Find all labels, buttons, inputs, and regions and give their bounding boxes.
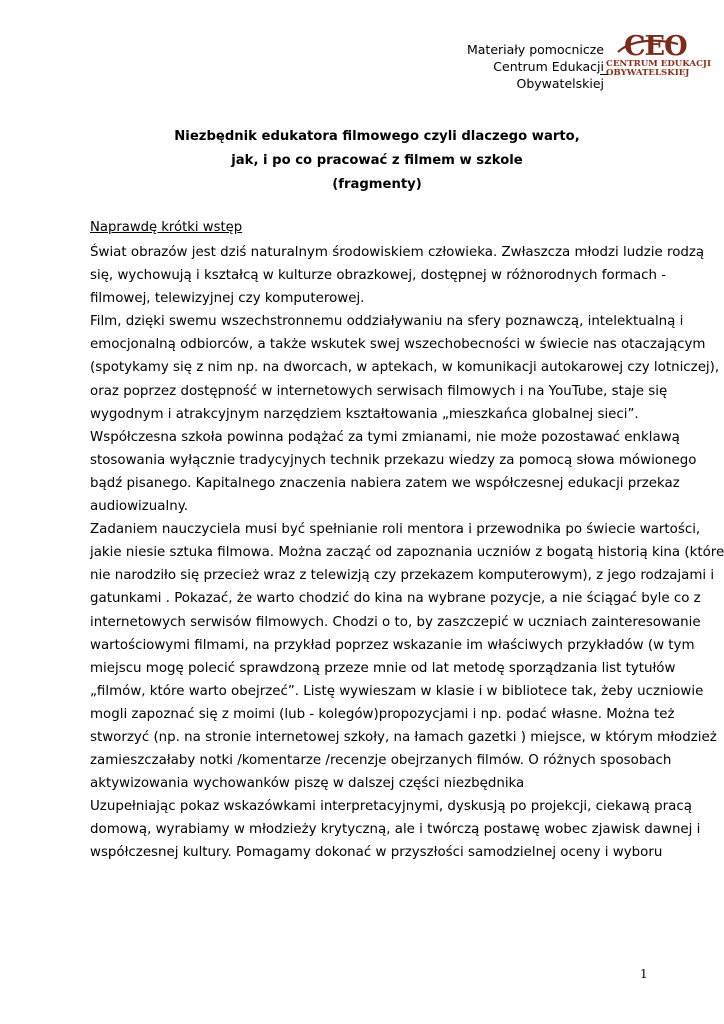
title-line-2: jak, i po co pracować z filmem w szkole xyxy=(231,153,523,168)
header-text xyxy=(420,41,604,92)
paragraph-line: mogli zapoznać się z moimi (lub - kolegów)propozycjami i np. podać własne. Można też xyxy=(90,706,675,722)
paragraph-line: filmowej, telewizyjnej czy komputerowej. xyxy=(90,291,365,307)
paragraph-line: aktywizowania wychowanków piszę w dalszej części niezbędnika xyxy=(90,776,525,792)
paragraph-line: wartościowymi filmami, na przykład poprzez wskazanie im właściwych przykładów (w tym xyxy=(90,637,695,653)
paragraph-line: jakie niesie sztuka filmowa. Można zacząć od zapoznania uczniów z bogatą historią kina (które xyxy=(90,545,724,561)
paragraph xyxy=(90,426,697,518)
paragraph xyxy=(90,518,724,795)
paragraph-line: bądź pisanego. Kapitalnego znaczenia nabiera zatem we współczesnej edukacji przekaz xyxy=(90,475,680,491)
paragraph-line: domową, wyrabiamy w młodzieży krytyczną, ale i twórczą postawę wobec zjawisk dawnej i xyxy=(90,822,701,838)
paragraph-line: się, wychowują i kształcą w kulturze obrazkowej, dostępnej w różnorodnych formach - xyxy=(90,268,667,284)
paragraph-line: audiowizualny. xyxy=(90,499,188,515)
paragraph-line: gatunkami . Pokazać, że warto chodzić do kina na wybrane pozycje, a nie ściągać byle co z xyxy=(90,591,701,607)
paragraph-line: współczesnej kultury. Pomagamy dokonać w przyszłości samodzielnej oceny i wyboru xyxy=(90,845,663,861)
paragraph-line: Współczesna szkoła powinna podążać za tymi zmianami, nie może pozostawać enklawą xyxy=(90,429,680,445)
logo-line-1: CENTRUM EDUKACJI xyxy=(606,59,711,69)
header-line-organization: Centrum Edukacji Obywatelskiej xyxy=(493,59,604,91)
paragraph-line: stosowania wyłącznie tradycyjnych technik przekazu wiedzy za pomocą słowa mówionego xyxy=(90,452,697,468)
paragraph-line: Film, dzięki swemu wszechstronnemu oddziaływaniu na sfery poznawczą, intelektualną i xyxy=(90,314,684,330)
body-text xyxy=(90,241,724,865)
paragraph-line: emocjonalną odbiorców, a także wskutek swej wszechobecności w świecie nas otaczającym xyxy=(90,337,706,353)
paragraph-line: miejscu mogę polecić sprawdzoną przeze mnie od lat metodę sporządzania list tytułów xyxy=(90,660,676,676)
paragraph-line: Uzupełniając pokaz wskazówkami interpretacyjnymi, dyskusją po projekcji, ciekawą pracą xyxy=(90,799,692,815)
paragraph xyxy=(90,795,701,864)
section-heading: Naprawdę krótki wstęp xyxy=(90,220,243,235)
header-line-materials: Materiały pomocnicze xyxy=(466,42,604,57)
paragraph-line: Zadaniem nauczyciela musi być spełnianie roli mentora i przewodnika po świecie wartości, xyxy=(90,522,701,538)
paragraph-line: oraz poprzez dostępność w internetowych serwisach filmowych i na YouTube, staje się xyxy=(90,383,668,399)
paragraph-line: nie narodziło się przecież wraz z telewizją czy przekazem komputerowym), z jego rodzajami i xyxy=(90,568,715,584)
paragraph-line: (spotykamy się z nim np. na dworcach, w aptekach, w komunikacji autokarowej czy lotniczej), xyxy=(90,360,720,376)
paragraph-line: wygodnym i atrakcyjnym narzędziem kształtowania „mieszkańca globalnej sieci”. xyxy=(90,406,639,422)
paragraph-line: internetowych serwisów filmowych. Chodzi o to, by zaszczepić w uczniach zainteresowanie xyxy=(90,614,701,630)
logo-ceo-text: CEO xyxy=(624,31,687,62)
paragraph-line: „filmów, które warto obejrzeć”. Listę wywieszam w klasie i w bibliotece tak, żeby uczniowie xyxy=(90,683,704,699)
paragraph-line: zamieszczałaby notki /komentarze /recenzje obejrzanych filmów. O różnych sposobach xyxy=(90,753,672,769)
paragraph-line: stworzyć (np. na stronie internetowej szkoły, na łamach gazetki ) miejsce, w którym młodzież xyxy=(90,729,717,745)
document-title xyxy=(90,125,664,197)
paragraph xyxy=(90,241,705,310)
page-number: 1 xyxy=(640,967,648,981)
logo-line-2: OBYWATELSKIEJ xyxy=(606,68,690,78)
paragraph-line: Świat obrazów jest dziś naturalnym środowiskiem człowieka. Zwłaszcza młodzi ludzie rodzą xyxy=(90,245,705,260)
title-line-3: (fragmenty) xyxy=(332,177,422,192)
paragraph xyxy=(90,310,720,425)
title-line-1: Niezbędnik edukatora filmowego czyli dlaczego warto, xyxy=(174,129,580,144)
ceo-logo xyxy=(606,31,711,80)
